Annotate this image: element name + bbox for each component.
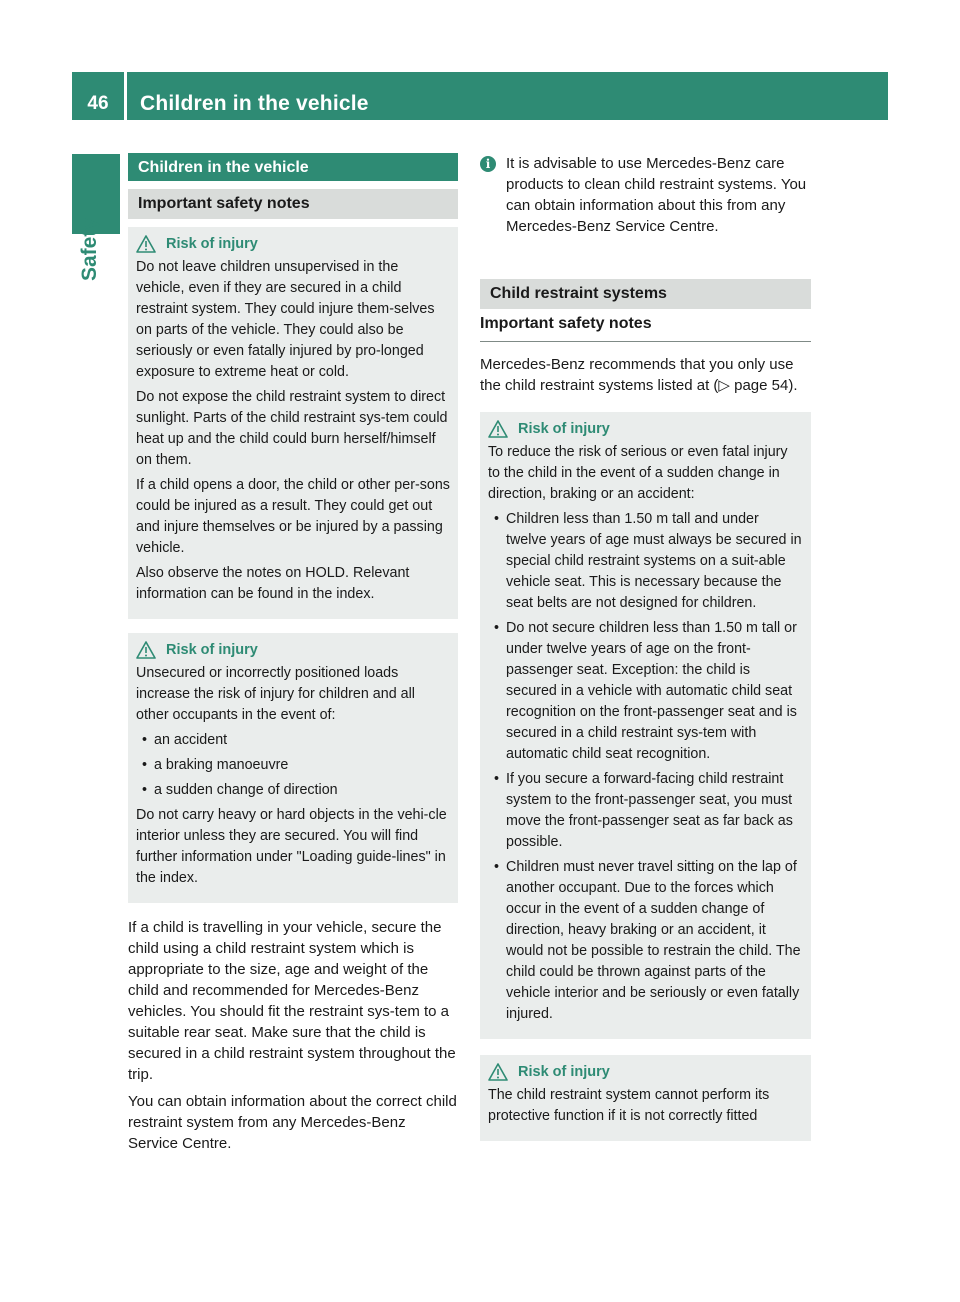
- warning-text: If a child opens a door, the child or other per-sons could be injured as a result. They could get out and injure themselves or be injured by a passing vehicle.: [136, 477, 450, 556]
- body-paragraph: If a child is travelling in your vehicle, secure the child using a child restraint system which is appropriate to the size, age and weight of the child and recommended for Mercedes-Benz vehicles. You should fit the restraint sys-tem to a suitable rear seat. Make sure that the child is secured in a child restraint system throughout the trip.: [128, 919, 456, 1083]
- right-column: [480, 153, 811, 1141]
- warning-text: Unsecured or incorrectly positioned loads increase the risk of injury for children and all other occupants in the event of:: [136, 665, 415, 723]
- warning-title: Risk of injury: [166, 236, 258, 252]
- warning-text: Also observe the notes on HOLD. Relevant information can be found in the index.: [136, 565, 410, 602]
- warning-box: [128, 633, 458, 903]
- warning-text: Do not carry heavy or hard objects in the vehi-cle interior unless they are secured. You will find further information under "Loading guide-lines" in the index.: [136, 807, 447, 886]
- left-column: [128, 153, 458, 1160]
- warning-text: Do not expose the child restraint system to direct sunlight. Parts of the child restraint sys-tem could heat up and the child could burn herself/himself on them.: [136, 389, 448, 468]
- list-item: • If you secure a forward-facing child restraint system to the front-passenger seat, you must move the front-passenger seat as far back as possible.: [488, 769, 803, 853]
- subsection-title-bar: Important safety notes: [128, 189, 458, 219]
- info-icon: i: [480, 156, 496, 172]
- page-header: [72, 72, 888, 120]
- header-separator: [124, 72, 127, 120]
- list-item: • an accident: [136, 730, 450, 751]
- bullet-list: [136, 730, 450, 801]
- bullet-list: [488, 509, 803, 1025]
- header-title: Children in the vehicle: [140, 92, 369, 115]
- body-paragraph: You can obtain information about the correct child restraint system from any Mercedes-Benz Service Centre.: [128, 1093, 457, 1152]
- warning-box: [480, 1055, 811, 1141]
- warning-title: Risk of injury: [166, 642, 258, 658]
- section-title-bar: Children in the vehicle: [128, 153, 458, 181]
- warning-box: [480, 412, 811, 1039]
- warning-title: Risk of injury: [518, 1064, 610, 1080]
- list-item: • a sudden change of direction: [136, 780, 450, 801]
- warning-box: [128, 227, 458, 619]
- warning-header: [488, 1063, 803, 1081]
- info-note: [480, 153, 811, 237]
- list-item: • Children less than 1.50 m tall and under twelve years of age must always be secured in special child restraint systems on a suit-able vehicle seat. This is necessary because the seat belts are not designed for children.: [488, 509, 803, 614]
- warning-header: [488, 420, 803, 438]
- section-title-bar: Child restraint systems: [480, 279, 811, 309]
- warning-triangle-icon: [136, 235, 156, 253]
- subsection-heading: Important safety notes: [480, 309, 811, 342]
- warning-text: To reduce the risk of serious or even fatal injury to the child in the event of a sudden change in direction, braking or an accident:: [488, 444, 788, 502]
- warning-title: Risk of injury: [518, 421, 610, 437]
- list-item: • Do not secure children less than 1.50 m tall or under twelve years of age on the front-passenger seat. Exception: the child is secured in a vehicle with automatic child seat recognition on the front-passenger seat and is secured in a child restraint sys-tem with automatic child seat recognition.: [488, 618, 803, 765]
- section-side-label: Safety: [78, 218, 101, 282]
- list-item: • Children must never travel sitting on the lap of another occupant. Due to the forces which occur in the event of a sudden change of direction, heavy braking or an accident, it would not be possible to restrain the child. The child could be thrown against parts of the vehicle interior and be seriously or even fatally injured.: [488, 857, 803, 1025]
- warning-triangle-icon: [488, 420, 508, 438]
- warning-text: The child restraint system cannot perform its protective function if it is not correctly fitted: [488, 1087, 770, 1124]
- info-text: It is advisable to use Mercedes-Benz care products to clean child restraint systems. You can obtain information about this from any Mercedes-Benz Service Centre.: [506, 155, 807, 235]
- warning-header: [136, 235, 450, 253]
- warning-text: Do not leave children unsupervised in the vehicle, even if they are secured in a child restraint system. They could injure them-selves on parts of the vehicle. They could also be seriously or even fatally injured by pro-longed exposure to extreme heat or cold.: [136, 259, 435, 380]
- warning-triangle-icon: [488, 1063, 508, 1081]
- page-number: 46: [87, 93, 109, 114]
- warning-triangle-icon: [136, 641, 156, 659]
- warning-header: [136, 641, 450, 659]
- list-item: • a braking manoeuvre: [136, 755, 450, 776]
- body-paragraph: Mercedes-Benz recommends that you only use the child restraint systems listed at (▷ page 54).: [480, 356, 798, 394]
